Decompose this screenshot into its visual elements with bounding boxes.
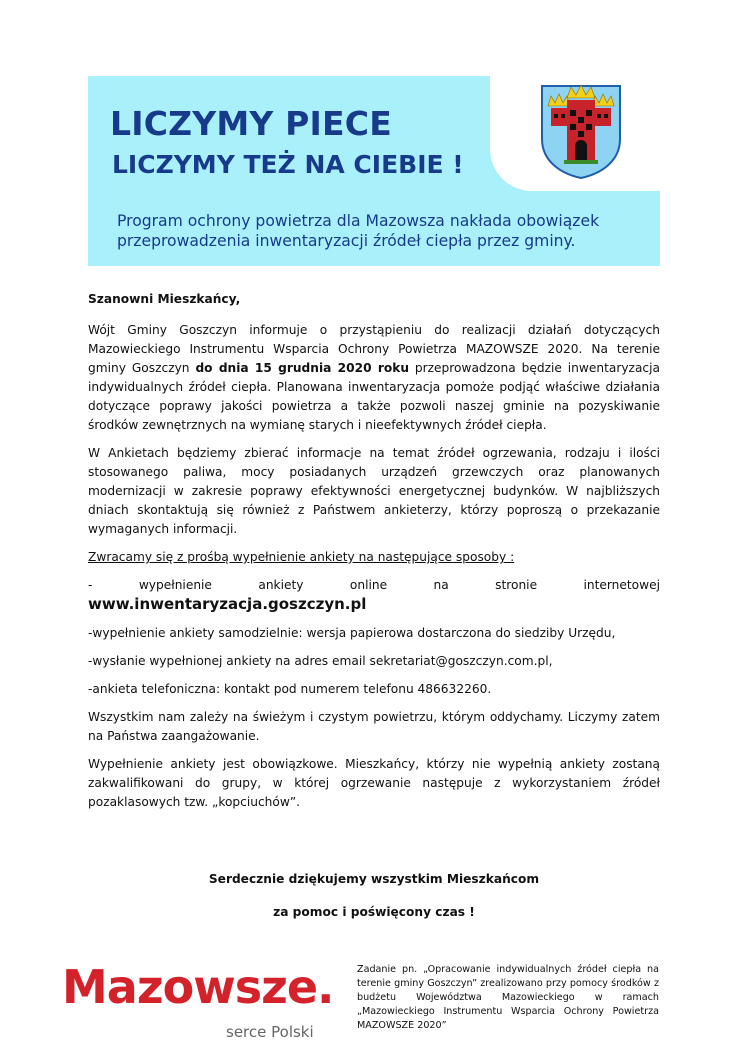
page-title-secondary: LICZYMY TEŻ NA CIEBIE ! [112, 150, 464, 179]
paragraph-intro [88, 321, 660, 435]
paragraph-intro-part1: Wójt Gminy Goszczyn informuje o przystąpieniu do realizacji działań dotyczących Mazowieckiego Instrumentu Wsparcia Ochrony Powietrza MAZOWSZE 2020. Na terenie gminy Goszczyn [88, 323, 660, 375]
survey-url-link[interactable]: www.inwentaryzacja.goszczyn.pl [88, 595, 367, 613]
thanks-line-1: Serdecznie dziękujemy wszystkim Mieszkańcom [208, 872, 540, 886]
method-paper: -wypełnienie ankiety samodzielnie: wersja papierowa dostarczona do siedziby Urzędu, [88, 626, 616, 640]
mazowsze-logo [58, 955, 348, 1045]
method-email: -wysłanie wypełnionej ankiety na adres email sekretariat@goszczyn.com.pl, [88, 654, 553, 668]
paragraph-obligation: Wypełnienie ankiety jest obowiązkowe. Mieszkańcy, którzy nie wypełnią ankiety zostaną zakwalifikowani do grupy, w której ogrzewanie następuje z wykorzystaniem źródeł pozaklasowych tzw. „kopciuchów”. [88, 757, 660, 809]
logo-tagline: serce Polski [226, 1023, 314, 1041]
logo-word: Mazowsze. [62, 960, 334, 1014]
method-online [88, 576, 660, 615]
deadline-text: do dnia 15 grudnia 2020 roku [195, 361, 409, 375]
paragraph-survey: W Ankietach będziemy zbierać informacje na temat źródeł ogrzewania, rodzaju i ilości stosowanego paliwa, mocy posiadanych urządzeń grzewczych oraz planowanych modernizacji w zakresie poprawy efektywności energetycznej budynków. W najbliższych dniach skontaktują się również z Państwem ankieterzy, którzy poproszą o przekazanie wymaganych informacji. [88, 446, 660, 536]
thanks-line-2: za pomoc i poświęcony czas ! [273, 905, 475, 919]
paragraph-intro-part2: przeprowadzona będzie inwentaryzacja indywidualnych źródeł ciepła. Planowana inwentaryzacja pomoże podjąć właściwe działania dotyczące poprawy jakości powietrza a także pozwoli naszej gminie na pozyskiwanie środków zewnętrznych na wymianę starych i nieefektywnych źródeł ciepła. [88, 361, 660, 432]
letter-body [88, 290, 660, 821]
greeting: Szanowni Mieszkańcy, [88, 292, 241, 306]
paragraph-appeal: Wszystkim nam zależy na świeżym i czystym powietrzu, którym oddychamy. Liczymy zatem na Państwa zaangażowanie. [88, 710, 660, 743]
method-online-label: - wypełnienie ankiety online na stronie internetowej [88, 578, 660, 592]
page-title: LICZYMY PIECE [110, 104, 392, 143]
coat-of-arms-icon [540, 84, 622, 179]
method-phone: -ankieta telefoniczna: kontakt pod numerem telefonu 486632260. [88, 682, 492, 696]
methods-heading: Zwracamy się z prośbą wypełnienie ankiety na następujące sposoby : [88, 550, 515, 564]
funding-note: Zadanie pn. „Opracowanie indywidualnych źródeł ciepła na terenie gminy Goszczyn” zrealizowano przy pomocy środków z budżetu Województwa Mazowieckiego w ramach „Mazowieckiego Instrumentu Wsparcia Ochrony Powietrza MAZOWSZE 2020” [357, 964, 659, 1031]
header-subtitle: Program ochrony powietrza dla Mazowsza nakłada obowiązek przeprowadzenia inwentaryzacji źródeł ciepła przez gminy. [117, 212, 600, 250]
